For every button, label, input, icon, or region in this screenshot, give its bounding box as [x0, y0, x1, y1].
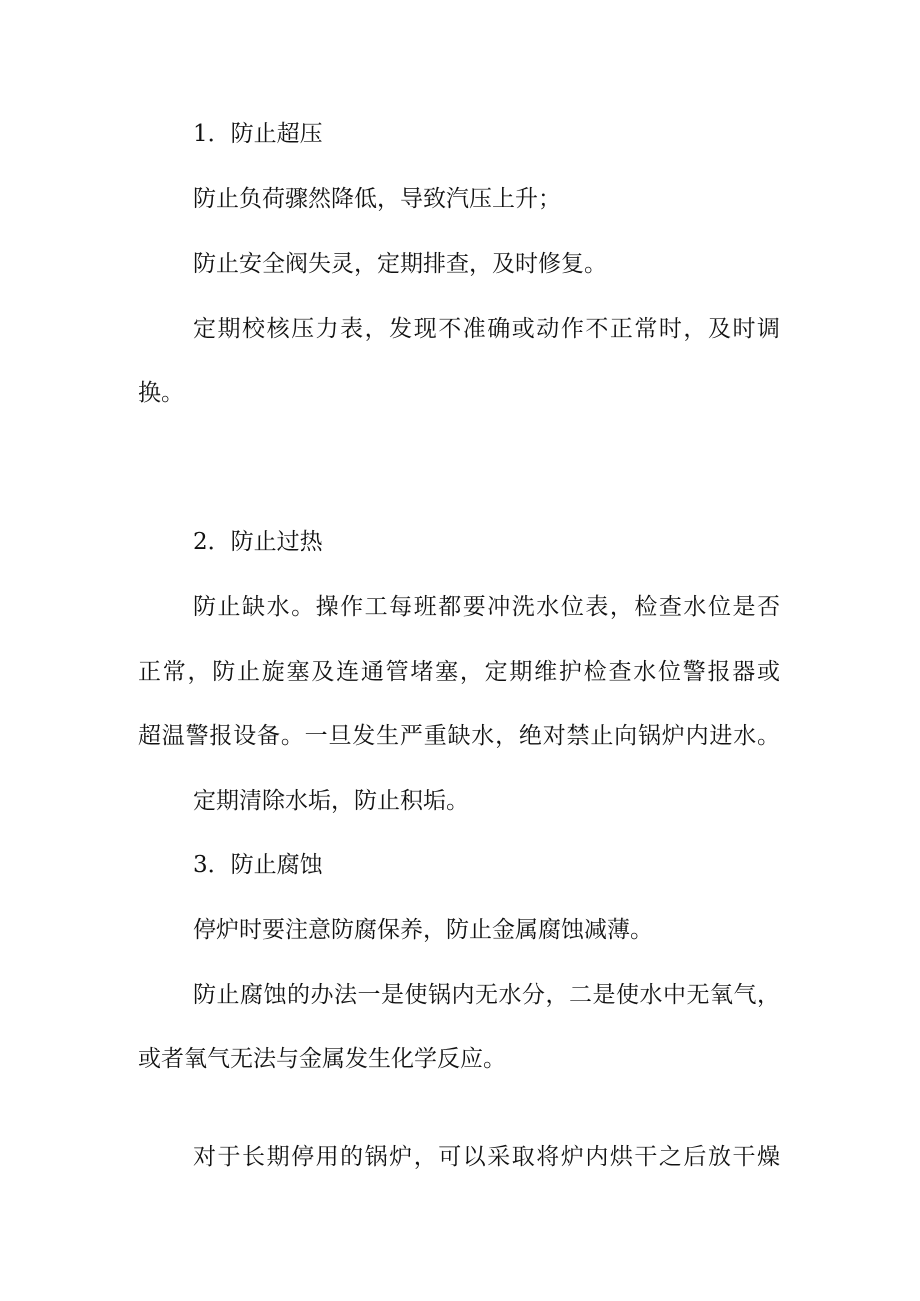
paragraph-line: 定期清除水垢，防止积垢。 — [193, 788, 469, 814]
paragraph-line: 或者氧气无法与金属发生化学反应。 — [138, 1046, 506, 1072]
paragraph-line: 对于长期停用的锅炉，可以采取将炉内烘干之后放干燥 — [193, 1144, 780, 1170]
paragraph-line: 防止缺水。操作工每班都要冲洗水位表，检查水位是否 — [193, 594, 780, 620]
section-heading-2: 2．防止过热 — [193, 529, 323, 555]
paragraph-line: 超温警报设备。一旦发生严重缺水，绝对禁止向锅炉内进水。 — [138, 723, 780, 749]
paragraph-line: 防止负荷骤然降低，导致汽压上升； — [193, 186, 561, 212]
paragraph-line: 定期校核压力表，发现不准确或动作不正常时，及时调 — [193, 316, 780, 342]
paragraph-line: 防止安全阀失灵，定期排查，及时修复。 — [193, 251, 607, 277]
paragraph-line: 防止腐蚀的办法一是使锅内无水分，二是使水中无氧气， — [193, 982, 780, 1008]
paragraph-line: 换。 — [138, 380, 184, 406]
paragraph-line: 正常，防止旋塞及连通管堵塞，定期维护检查水位警报器或 — [138, 659, 780, 685]
paragraph-line: 停炉时要注意防腐保养，防止金属腐蚀减薄。 — [193, 917, 653, 943]
section-heading-3: 3．防止腐蚀 — [193, 852, 323, 878]
section-heading-1: 1．防止超压 — [193, 121, 323, 147]
